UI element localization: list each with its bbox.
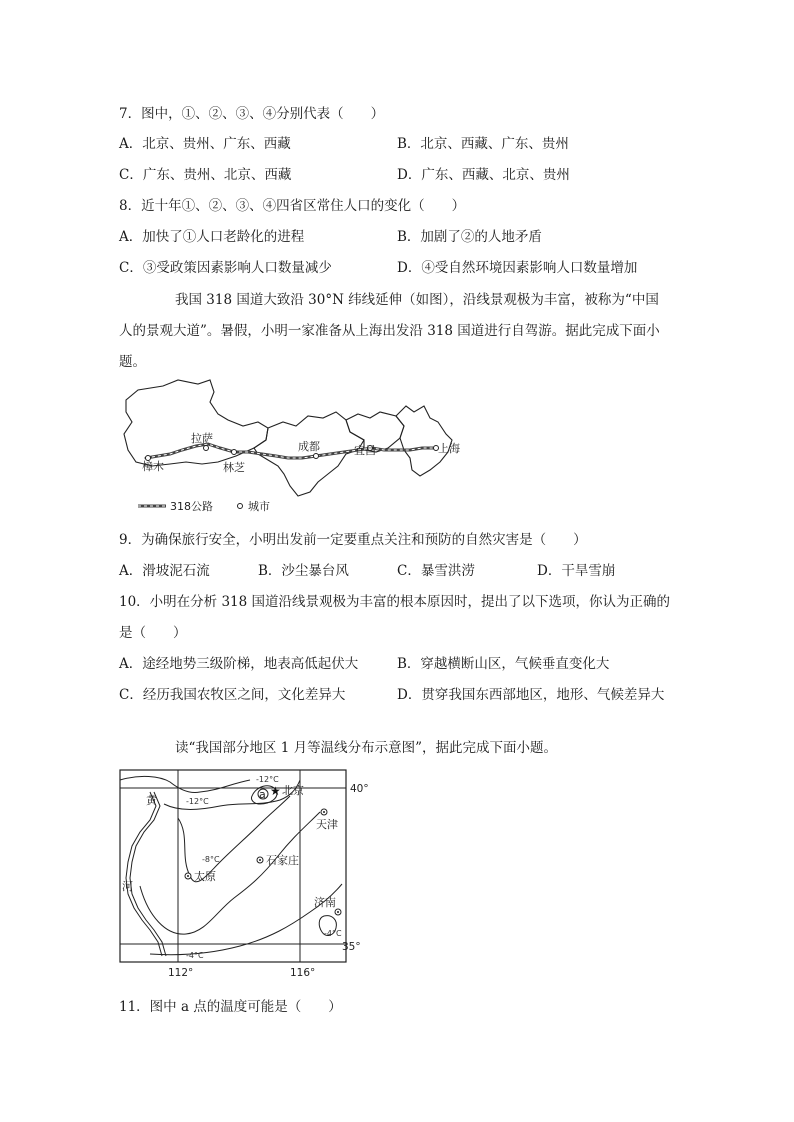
legend-city-symbol	[238, 504, 243, 509]
map-isotherm	[110, 766, 380, 982]
q9-option-c[interactable]: C．暴雪洪涝	[397, 563, 475, 579]
city-yichang-label: 宜昌	[354, 444, 376, 457]
intro-318-line3: 题。	[119, 354, 146, 370]
lon-112-label: 112°	[168, 967, 194, 979]
road-318	[146, 444, 436, 458]
point-a-label: a	[259, 788, 266, 801]
iso-label-m4-east: -4°C	[324, 929, 342, 938]
isotherm-m8	[178, 796, 290, 882]
intro-318-line1: 我国 318 国道大致沿 30°N 纬线延伸（如图），沿线景观极为丰富，被称为“中国	[175, 292, 659, 308]
city-lhasa-dot	[204, 446, 209, 451]
iso-label-m12-west: -12°C	[186, 797, 209, 806]
q10-option-a[interactable]: A．途经地势三级阶梯，地表高低起伏大	[119, 656, 359, 672]
tianjin-label: 天津	[316, 818, 338, 831]
q8-stem: 8．近十年①、②、③、④四省区常住人口的变化（ ）	[119, 198, 466, 214]
intro-isotherm: 读“我国部分地区 1 月等温线分布示意图”，据此完成下面小题。	[175, 740, 557, 756]
jinan-label: 济南	[314, 896, 336, 909]
isotherm-m12-west	[120, 776, 250, 792]
q8-option-b[interactable]: B．加剧了②的人地矛盾	[397, 229, 542, 245]
east-outline	[396, 406, 452, 476]
city-linzhi-dot	[232, 450, 237, 455]
beijing-label: 北京	[282, 784, 304, 797]
q7-stem: 7．图中，①、②、③、④分别代表（ ）	[119, 106, 385, 122]
q10-stem-line2: 是（ ）	[119, 625, 187, 641]
q8-option-c[interactable]: C．③受政策因素影响人口数量减少	[119, 260, 332, 276]
q7-option-c[interactable]: C．广东、贵州、北京、西藏	[119, 167, 292, 183]
beijing-star-icon: ★	[270, 784, 281, 798]
map-318-road	[118, 378, 478, 516]
q9-option-b[interactable]: B．沙尘暴台风	[258, 563, 349, 579]
q10-option-c[interactable]: C．经历我国农牧区之间，文化差异大	[119, 687, 346, 703]
city-linzhi-label: 林芝	[223, 461, 245, 474]
q7-option-d[interactable]: D．广东、西藏、北京、贵州	[397, 167, 570, 183]
yellow-river	[126, 792, 162, 956]
city-chengdu-label: 成都	[298, 440, 320, 453]
q7-option-a[interactable]: A．北京、贵州、广东、西藏	[119, 136, 291, 152]
city-zhangmu-label: 樟木	[142, 460, 164, 473]
q9-option-d[interactable]: D．干旱雪崩	[537, 563, 616, 579]
isotherm-m4	[140, 812, 320, 934]
river-label-he: 河	[122, 880, 133, 893]
q9-option-a[interactable]: A．滑坡泥石流	[119, 563, 210, 579]
city-shanghai-label: 上海	[438, 442, 460, 455]
iso-label-m4-south: -4°C	[186, 951, 204, 960]
q8-option-d[interactable]: D．④受自然环境因素影响人口数量增加	[397, 260, 638, 276]
city-lhasa-label: 拉萨	[191, 432, 213, 445]
q11-stem: 11．图中 a 点的温度可能是（ ）	[119, 999, 342, 1015]
iso-label-m8: -8°C	[202, 855, 220, 864]
lat-40-label: 40°	[350, 783, 369, 795]
q10-option-b[interactable]: B．穿越横断山区，气候垂直变化大	[397, 656, 610, 672]
q10-stem-line1: 10．小明在分析 318 国道沿线景观极为丰富的根本原因时，提出了以下选项，你认为正确的	[119, 594, 671, 610]
iso-label-m12-east: -12°C	[256, 775, 279, 784]
q7-option-b[interactable]: B．北京、西藏、广东、贵州	[397, 136, 569, 152]
legend-road-label: 318公路	[170, 500, 213, 513]
intro-318-line2: 人的景观大道”。暑假，小明一家准备从上海出发沿 318 国道进行自驾游。据此完成下面小	[119, 323, 660, 339]
q9-stem: 9．为确保旅行安全，小明出发前一定要重点关注和预防的自然灾害是（ ）	[119, 532, 587, 548]
legend-city-label: 城市	[248, 500, 270, 513]
shijiazhuang-label: 石家庄	[266, 854, 299, 867]
taiyuan-label: 太原	[194, 870, 216, 883]
river-label-huang: 黄	[146, 794, 157, 807]
q8-option-a[interactable]: A．加快了①人口老龄化的进程	[119, 229, 305, 245]
city-chengdu-dot	[314, 454, 319, 459]
lat-35-label: 35°	[342, 941, 361, 953]
q10-option-d[interactable]: D．贯穿我国东西部地区，地形、气候差异大	[397, 687, 665, 703]
lon-116-label: 116°	[290, 967, 316, 979]
